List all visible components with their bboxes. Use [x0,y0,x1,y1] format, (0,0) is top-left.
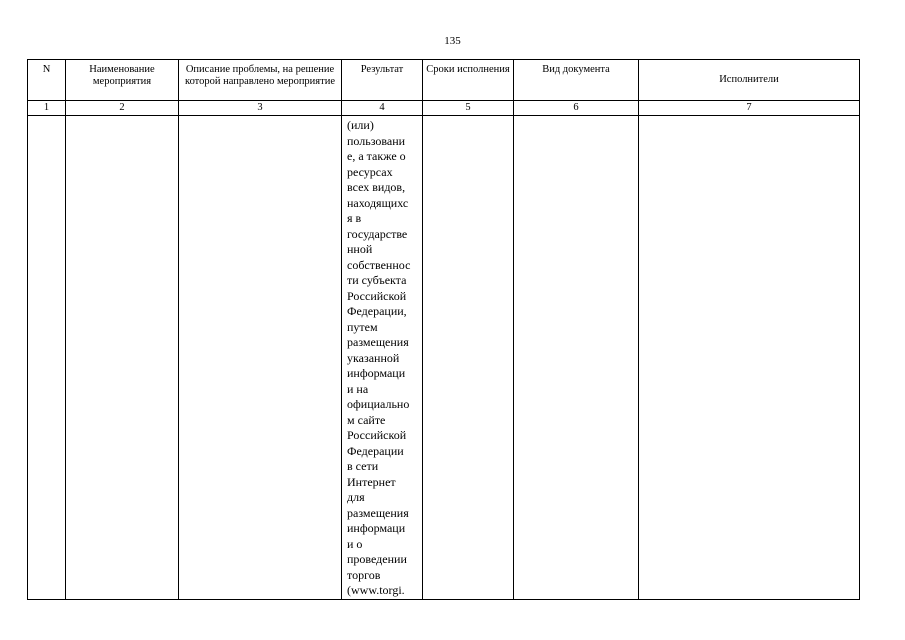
cell-result [342,116,423,600]
header-deadlines: Сроки исполнения [423,60,514,101]
cell-deadlines [423,116,514,600]
header-result: Результат [342,60,423,101]
cell-problem-description [179,116,342,600]
column-number: 5 [423,101,514,116]
column-number-row [28,101,860,116]
column-number: 3 [179,101,342,116]
column-number: 4 [342,101,423,116]
measures-table [27,59,860,600]
header-executors: Исполнители [639,60,860,101]
table-row [28,116,860,600]
header-measure-name: Наименование мероприятия [66,60,179,101]
column-number: 2 [66,101,179,116]
cell-executors [639,116,860,600]
header-document-type: Вид документа [514,60,639,101]
header-problem-description: Описание проблемы, на решение которой направлено мероприятие [179,60,342,101]
column-number: 7 [639,101,860,116]
header-number: N [28,60,66,101]
column-number: 1 [28,101,66,116]
cell-number [28,116,66,600]
column-number: 6 [514,101,639,116]
cell-measure-name [66,116,179,600]
result-text: (или) пользовани е, а также о ресурсах всех видов, находящихс я в государстве нной собственнос ти субъекта Российской Федерации, путем размещения указанной информаци и на официально м сайте Российской Федерации в сети Интернет для размещения информаци и о проведении торгов (www.torgi. [347,118,411,597]
page-number: 135 [444,35,461,47]
header-row [28,60,860,101]
cell-document-type [514,116,639,600]
